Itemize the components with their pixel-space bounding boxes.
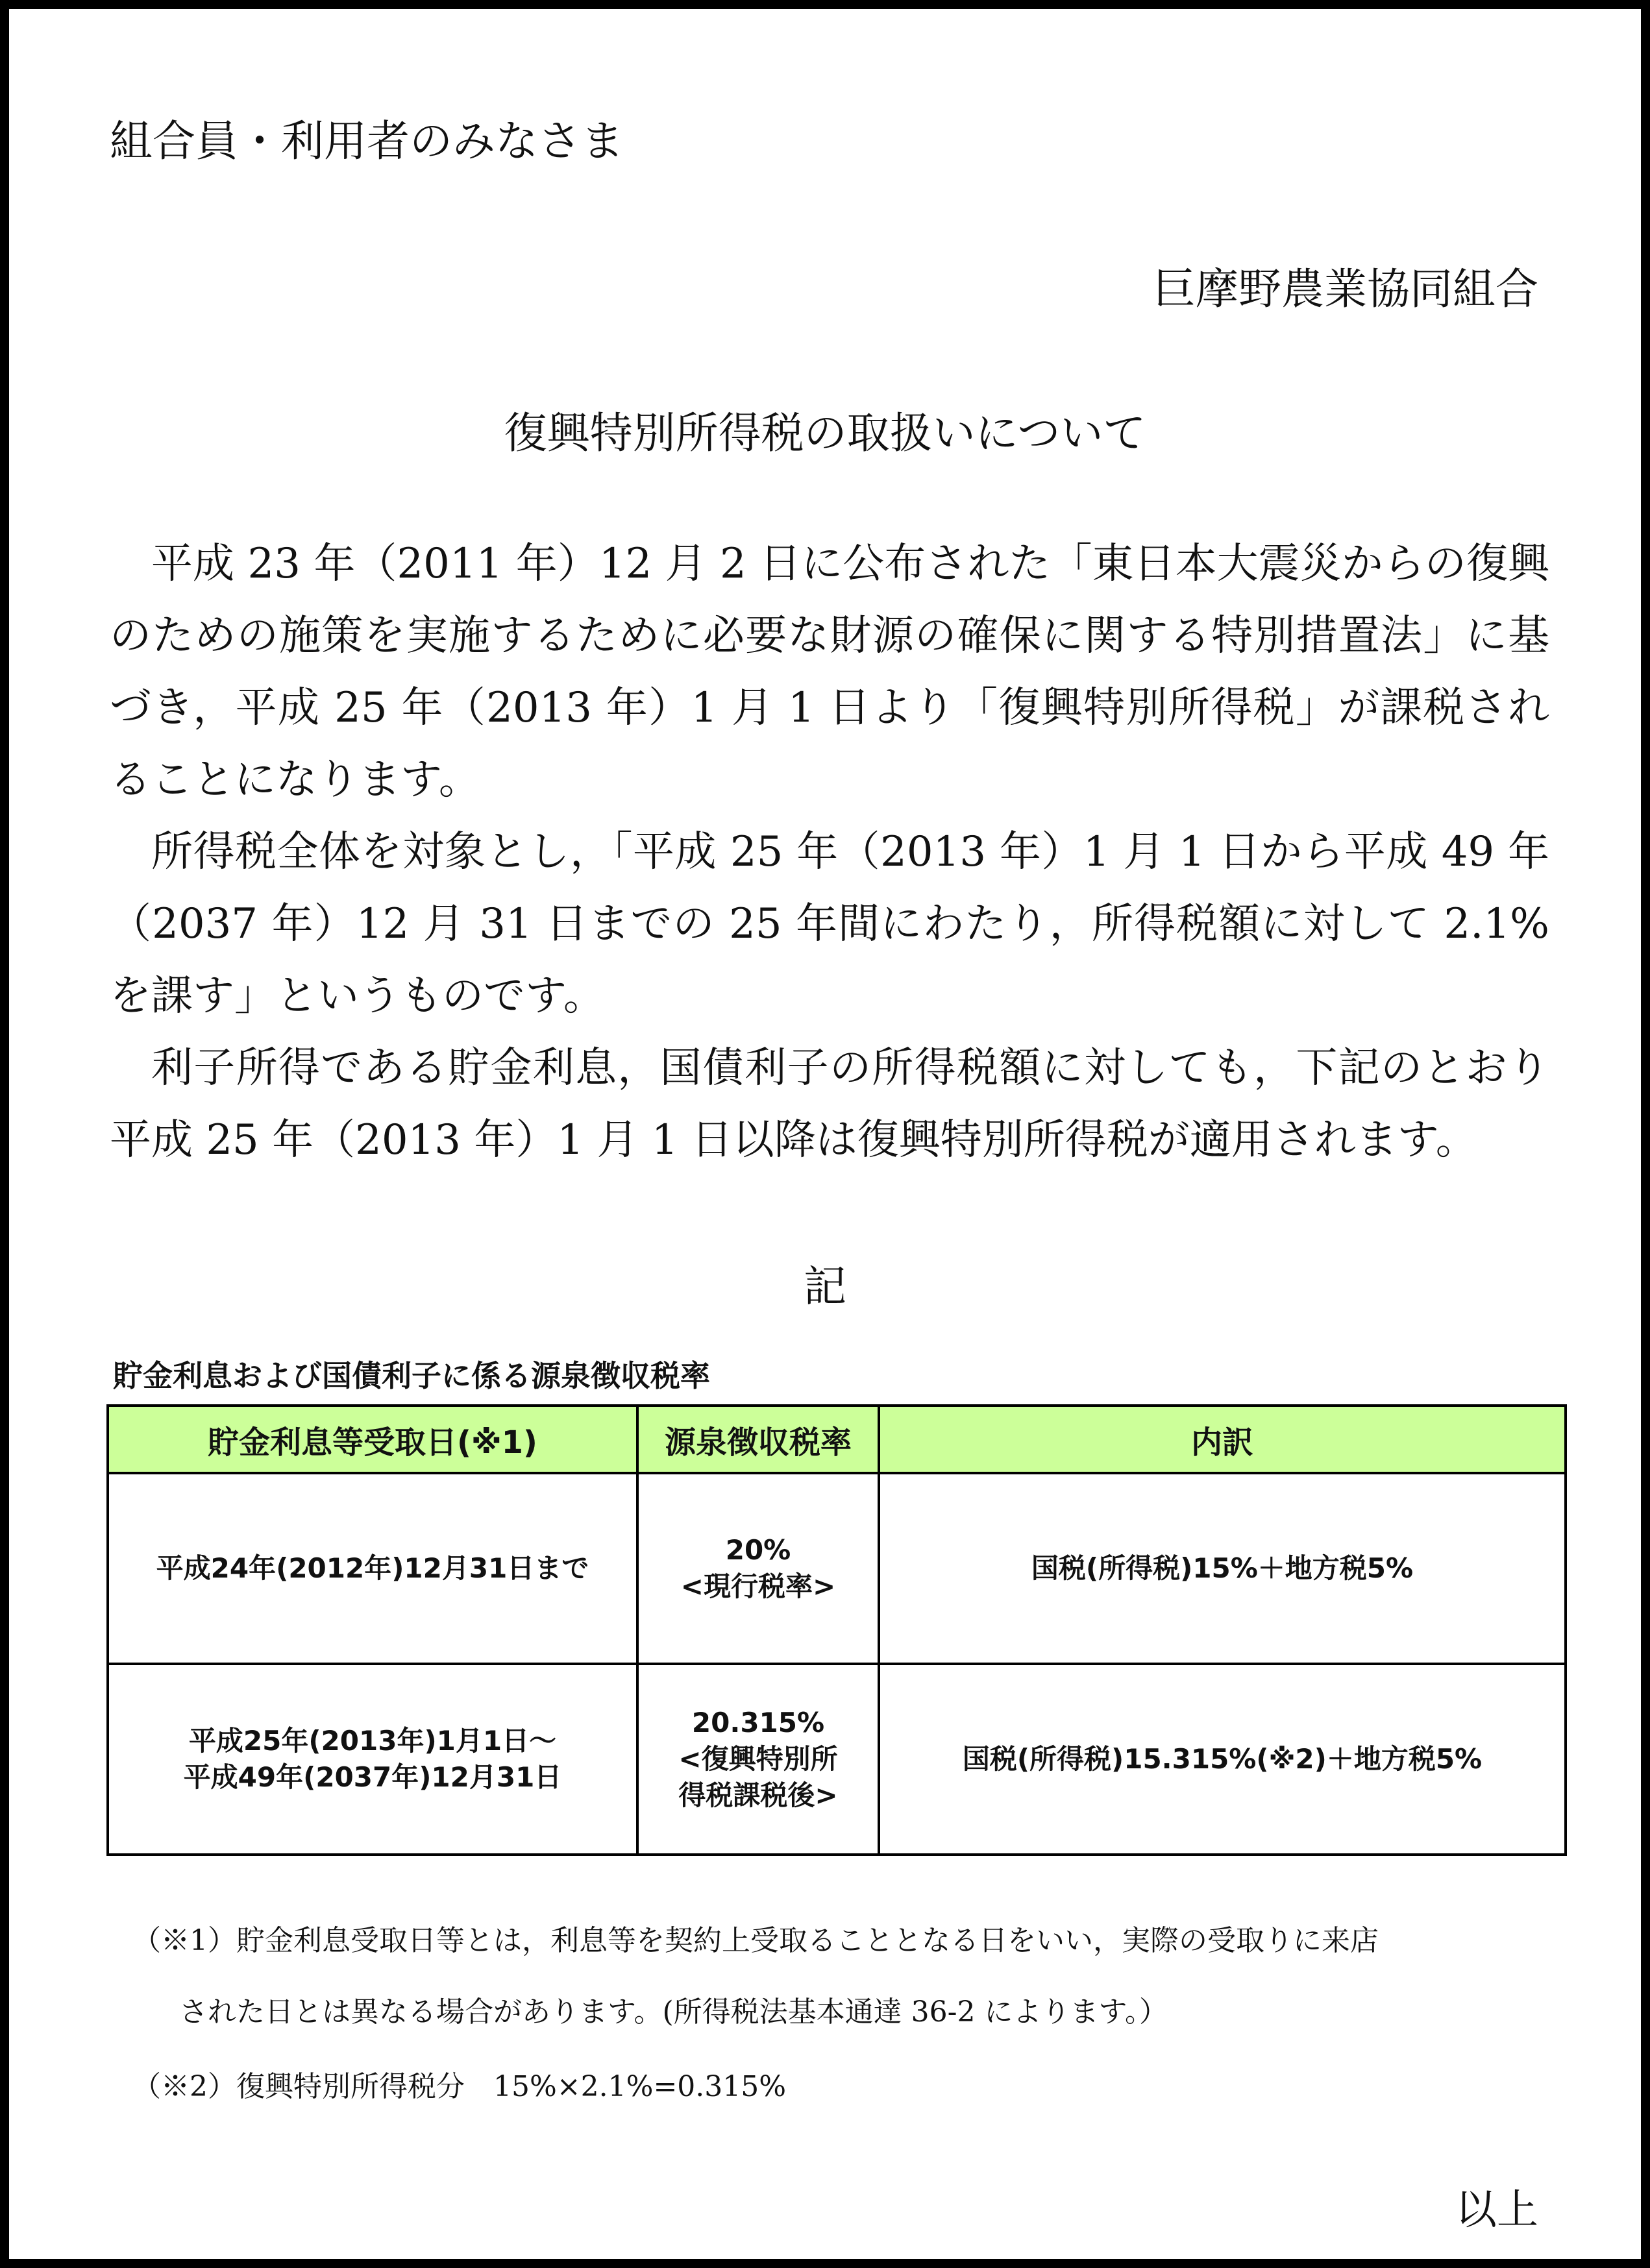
footnote-2: （※2）復興特別所得税分 15%×2.1%=0.315% (132, 2070, 787, 2103)
footnote-1-continued: された日とは異なる場合があります。(所得税法基本通達 36-2 によります。） (179, 1995, 1168, 2029)
header-breakdown: 内訳 (879, 1406, 1566, 1473)
table-header-row (108, 1406, 1566, 1473)
table-row (108, 1664, 1566, 1855)
paragraph: 利子所得である貯金利息，国債利子の所得税額に対しても，下記のとおり平成 25 年（2013 年）1 月 1 日以降は復興特別所得税が適用されます。 (110, 1044, 1549, 1164)
document-page (9, 9, 1641, 2259)
table-row (108, 1473, 1566, 1664)
body-text (110, 528, 1549, 1177)
closing-mark: 以上 (1455, 2186, 1538, 2234)
cell-withholding-rate: 20.315% <復興特別所 得税課税後> (637, 1664, 879, 1855)
paragraph: 所得税全体を対象とし，「平成 25 年（2013 年）1 月 1 日から平成 49 年（2037 年）12 月 31 日までの 25 年間にわたり，所得税額に対して 2.1%を課す」というものです。 (110, 828, 1549, 1020)
table-caption: 貯金利息および国債利子に係る源泉徴収税率 (113, 1358, 710, 1393)
header-withholding-rate: 源泉徴収税率 (637, 1406, 879, 1473)
page-title: 復興特別所得税の取扱いについて (504, 408, 1146, 458)
header-receipt-date: 貯金利息等受取日(※1) (108, 1406, 637, 1473)
footnote-1: （※1）貯金利息受取日等とは，利息等を契約上受取ることとなる日をいい，実際の受取りに来店 (132, 1924, 1379, 1957)
organization-name: 巨摩野農業協同組合 (1153, 264, 1538, 314)
tax-rate-table (106, 1404, 1567, 1856)
cell-receipt-date: 平成25年(2013年)1月1日～ 平成49年(2037年)12月31日 (108, 1664, 637, 1855)
cell-breakdown: 国税(所得税)15.315%(※2)＋地方税5% (879, 1664, 1566, 1855)
cell-receipt-date: 平成24年(2012年)12月31日まで (108, 1473, 637, 1664)
cell-breakdown: 国税(所得税)15%＋地方税5% (879, 1473, 1566, 1664)
paragraph: 平成 23 年（2011 年）12 月 2 日に公布された「東日本大震災からの復興のための施策を実施するために必要な財源の確保に関する特別措置法」に基づき，平成 25 年（2013 年）1 月 1 日より「復興特別所得税」が課税されることになります。 (110, 540, 1549, 804)
ki-heading: 記 (804, 1262, 846, 1311)
cell-withholding-rate: 20% <現行税率> (637, 1473, 879, 1664)
salutation: 組合員・利用者のみなさま (110, 116, 624, 166)
